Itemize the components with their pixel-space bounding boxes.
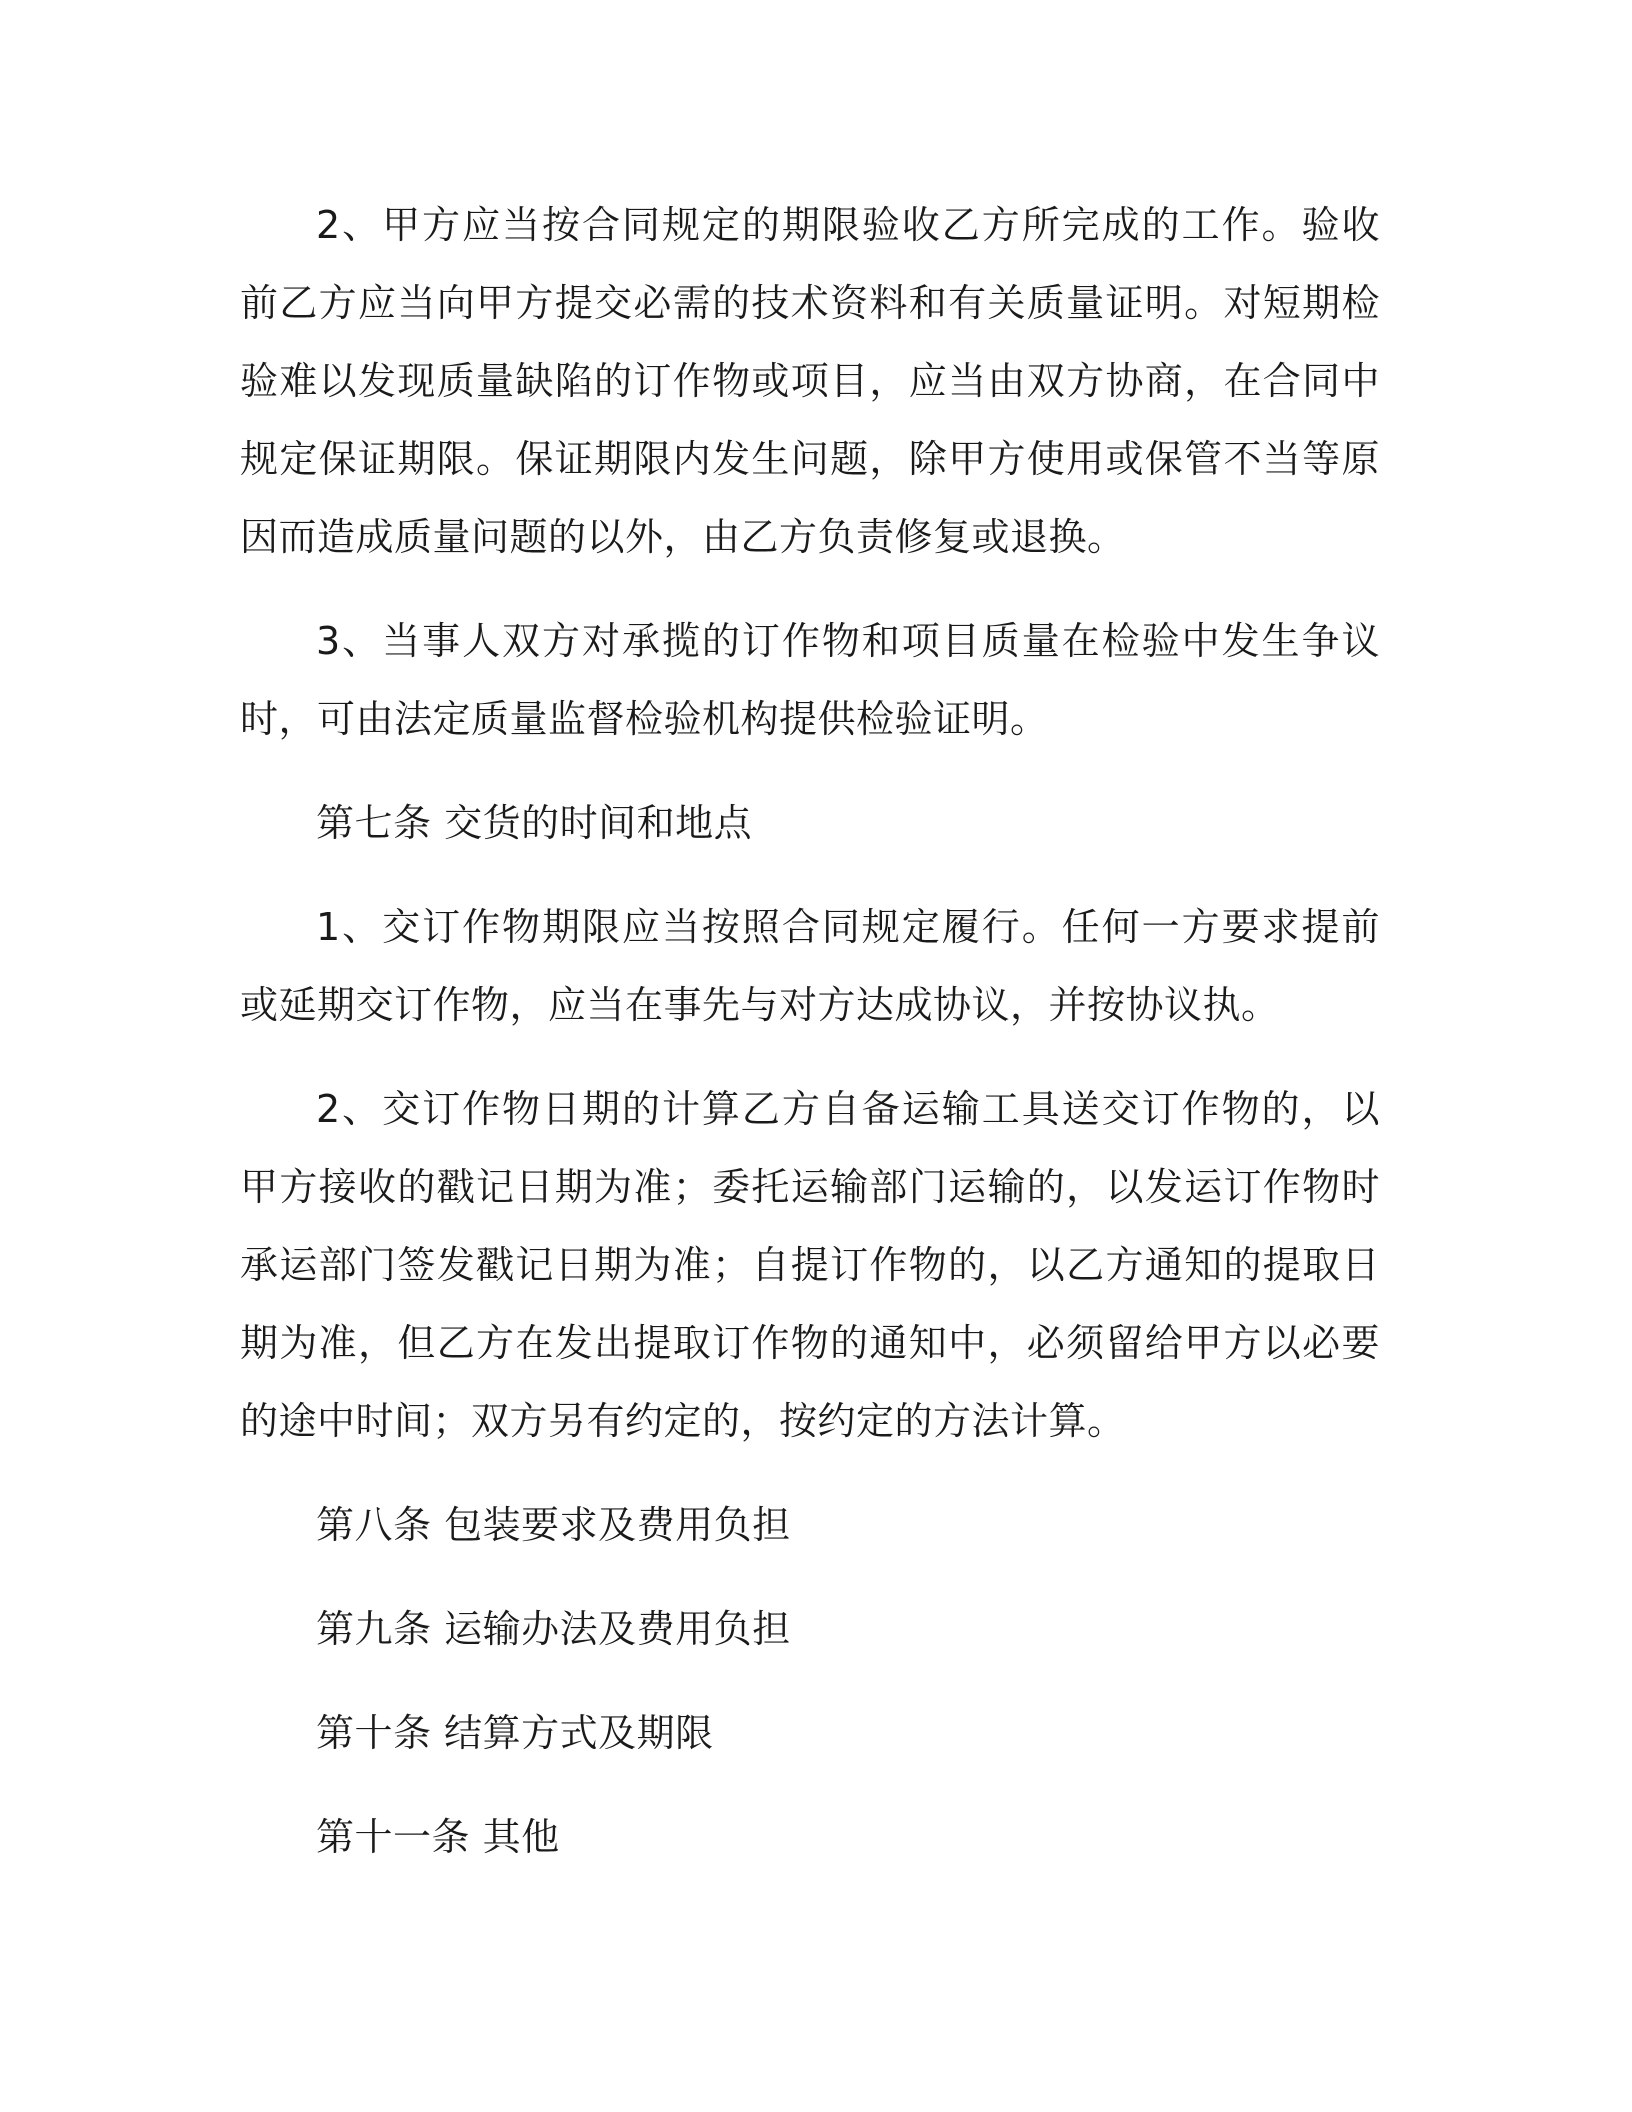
spacer	[240, 576, 1380, 602]
spacer	[240, 1564, 1380, 1590]
spacer	[240, 1668, 1380, 1694]
article-heading-9: 第九条 运输办法及费用负担	[316, 1607, 791, 1651]
paragraph-delivery-date: 2、交订作物日期的计算乙方自备运输工具送交订作物的，以甲方接收的戳记日期为准；委托运输部门运输的，以发运订作物时承运部门签发戳记日期为准；自提订作物的，以乙方通知的提取日期为准，但乙方在发出提取订作物的通知中，必须留给甲方以必要的途中时间；双方另有约定的，按约定的方法计算。	[240, 1087, 1380, 1443]
article-heading-11: 第十一条 其他	[316, 1815, 560, 1859]
document-body	[240, 186, 1380, 1876]
spacer	[240, 1460, 1380, 1486]
paragraph-quality-dispute: 3、当事人双方对承揽的订作物和项目质量在检验中发生争议时，可由法定质量监督检验机构提供检验证明。	[240, 619, 1380, 741]
paragraph-acceptance: 2、甲方应当按合同规定的期限验收乙方所完成的工作。验收前乙方应当向甲方提交必需的技术资料和有关质量证明。对短期检验难以发现质量缺陷的订作物或项目，应当由双方协商，在合同中规定保证期限。保证期限内发生问题，除甲方使用或保管不当等原因而造成质量问题的以外，由乙方负责修复或退换。	[240, 203, 1380, 559]
paragraph-delivery-term: 1、交订作物期限应当按照合同规定履行。任何一方要求提前或延期交订作物，应当在事先与对方达成协议，并按协议执。	[240, 905, 1380, 1027]
spacer	[240, 758, 1380, 784]
spacer	[240, 862, 1380, 888]
spacer	[240, 1044, 1380, 1070]
article-heading-8: 第八条 包装要求及费用负担	[316, 1503, 791, 1547]
article-heading-7: 第七条 交货的时间和地点	[316, 801, 753, 845]
spacer	[240, 1772, 1380, 1798]
article-heading-10: 第十条 结算方式及期限	[316, 1711, 714, 1755]
